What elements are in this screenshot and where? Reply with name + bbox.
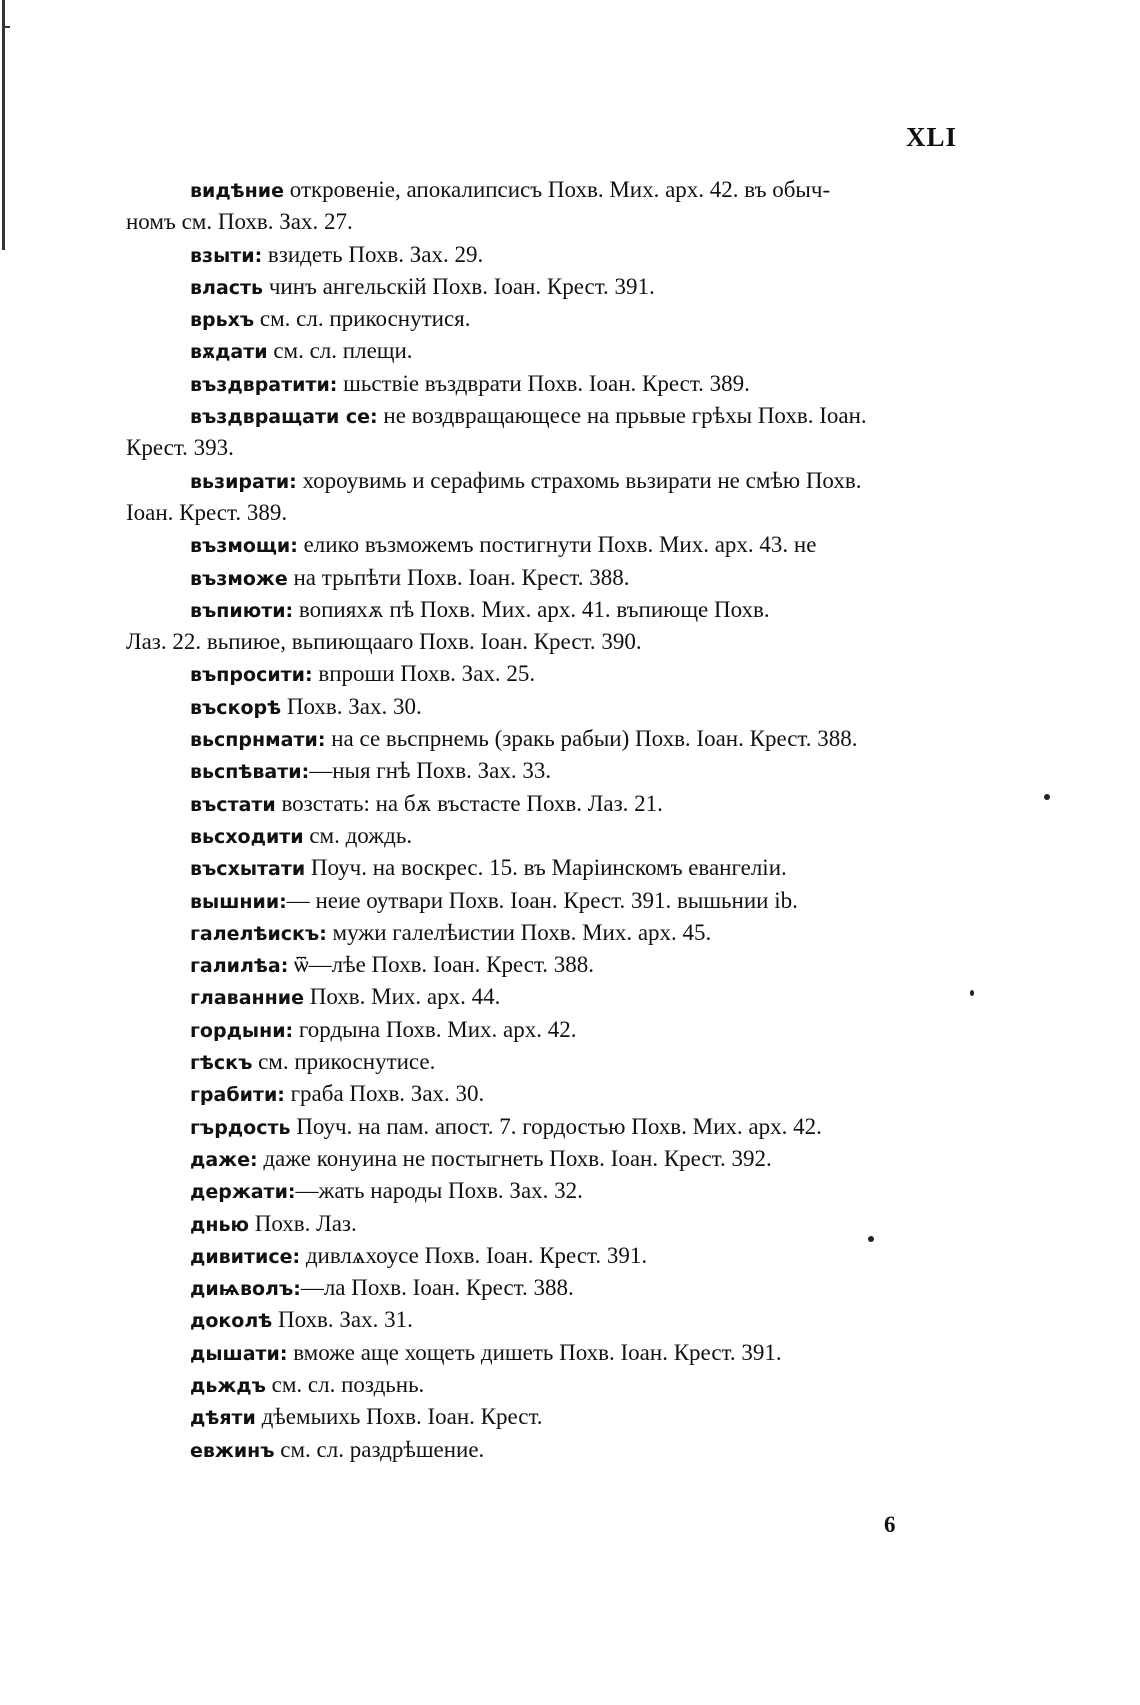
- entry-headword: гѣскъ: [190, 1052, 253, 1075]
- entry-line: [126, 206, 962, 238]
- entry-line: [126, 1337, 962, 1369]
- entry-line: [126, 788, 962, 820]
- entry-text: Похв. Зах. 30.: [281, 693, 422, 719]
- entry-line: [126, 949, 962, 981]
- entry-text: см. сл. плещи.: [267, 338, 413, 364]
- signature-mark: 6: [884, 1512, 896, 1537]
- entry-line: [126, 626, 962, 658]
- entry-headword: власть: [190, 276, 264, 299]
- entry-text: даже конуина не постыгнеть Похв. Іоан. Крест. 392.: [257, 1145, 772, 1171]
- page-edge-rule: [2, 0, 5, 250]
- entry-text: —ныя гнѣ Похв. Зах. 33.: [309, 758, 552, 784]
- entry-text: шьствіе въздврати Похв. Іоан. Крест. 389.: [337, 370, 750, 396]
- entry-text: см. сл. поздьнь.: [265, 1371, 425, 1397]
- entry-line: [126, 1078, 962, 1110]
- entry-text: см. прикоснутисе.: [252, 1049, 436, 1075]
- entry-headword: дьждъ: [190, 1374, 266, 1397]
- entry-headword: видѣние: [190, 180, 284, 202]
- entry-text: гордына Похв. Мих. арх. 42.: [293, 1016, 577, 1042]
- dictionary-entries: [126, 174, 962, 1466]
- entry-text: на се вьспрнемь (зракь рабыи) Похв. Іоан. Крест. 388.: [325, 726, 858, 752]
- entry-line: [126, 1304, 962, 1336]
- entry-line: [126, 239, 962, 271]
- entry-headword: галилѣа:: [190, 955, 289, 978]
- entry-headword: вьспрнмати:: [190, 729, 326, 752]
- entry-text: чинъ ангельскій Похв. Іоан. Крест. 391.: [263, 273, 655, 299]
- entry-text: номъ см. Похв. Зах. 27.: [126, 209, 353, 235]
- entry-text: —ла Похв. Іоан. Крест. 388.: [300, 1275, 574, 1301]
- print-speck: [970, 990, 974, 996]
- entry-text: Поуч. на пам. апост. 7. гордостью Похв. Мих. арх. 42.: [290, 1113, 822, 1139]
- entry-headword: въскорѣ: [190, 696, 282, 719]
- entry-line: [126, 303, 962, 335]
- entry-line: [126, 1046, 962, 1078]
- entry-text: Похв. Мих. арх. 44.: [303, 984, 501, 1010]
- entry-line: [126, 562, 962, 594]
- entry-headword: възмощи:: [190, 535, 298, 558]
- entry-headword: гордыни:: [190, 1019, 294, 1042]
- entry-line: [126, 1175, 962, 1207]
- entry-line: [126, 400, 962, 432]
- entry-headword: грабити:: [190, 1084, 285, 1107]
- entry-line: [126, 1272, 962, 1304]
- entry-text: взидеть Похв. Зах. 29.: [262, 241, 484, 267]
- entry-headword: диѩволъ:: [190, 1278, 301, 1301]
- entry-headword: доколѣ: [190, 1310, 273, 1333]
- entry-headword: вьспѣвати:: [190, 761, 310, 784]
- entry-line: [126, 691, 962, 723]
- entry-text: граба Похв. Зах. 30.: [284, 1081, 485, 1107]
- entry-line: [126, 594, 962, 626]
- entry-line: [126, 917, 962, 949]
- entry-text: дивлѧхоусе Похв. Іоан. Крест. 391.: [300, 1242, 648, 1268]
- entry-headword: възможе: [190, 567, 288, 590]
- entry-line: [126, 335, 962, 367]
- entry-headword: главанние: [190, 987, 304, 1010]
- entry-headword: держати:: [190, 1181, 296, 1204]
- entry-headword: дышати:: [190, 1342, 288, 1365]
- entry-headword: взыти:: [190, 244, 263, 267]
- entry-text: ѿ—лѣе Похв. Іоан. Крест. 388.: [288, 952, 595, 978]
- entry-headword: днью: [190, 1213, 249, 1236]
- entry-headword: даже:: [190, 1148, 258, 1171]
- entry-line: [126, 497, 962, 529]
- entry-text: Лаз. 22. вьпиюе, вьпиющааго Похв. Іоан. Крест. 390.: [126, 629, 642, 655]
- entry-text: елико възможемъ постигнути Похв. Мих. арх. 43. не: [297, 532, 817, 558]
- entry-line: [126, 368, 962, 400]
- entry-text: см. дождь.: [303, 822, 413, 848]
- entry-line: [126, 1014, 962, 1046]
- entry-line: [126, 1240, 962, 1272]
- entry-line: [126, 755, 962, 787]
- page-folio: XLI: [906, 122, 958, 152]
- entry-headword: въсхытати: [190, 858, 306, 881]
- entry-headword: гърдость: [190, 1116, 291, 1139]
- entry-text: хороувимь и серафимь страхомь вьзирати не смѣю Похв.: [296, 467, 862, 493]
- entry-text: на трьпѣти Похв. Іоан. Крест. 388.: [287, 564, 630, 590]
- entry-line: [126, 1401, 962, 1433]
- entry-line: [126, 723, 962, 755]
- entry-headword: въстати: [190, 793, 276, 816]
- entry-headword: вышнии:: [190, 890, 287, 913]
- entry-line: [126, 271, 962, 303]
- entry-text: не воздвращающесе на прьвые грѣхы Похв. Іоан.: [377, 403, 867, 429]
- entry-text: Крест. 393.: [126, 435, 234, 461]
- entry-line: [126, 1208, 962, 1240]
- entry-text: Похв. Лаз.: [248, 1210, 357, 1236]
- entry-text: дѣемыихь Похв. Іоан. Крест.: [255, 1404, 543, 1430]
- entry-line: [126, 174, 962, 206]
- entry-headword: вьзирати:: [190, 470, 297, 493]
- entry-headword: въпиюти:: [190, 599, 294, 622]
- entry-line: [126, 465, 962, 497]
- entry-line: [126, 852, 962, 884]
- entry-headword: врьхъ: [190, 309, 255, 332]
- entry-headword: въздвратити:: [190, 373, 338, 396]
- entry-headword: въздвращати се:: [190, 406, 378, 429]
- entry-line: [126, 820, 962, 852]
- entry-text: — неие оутвари Похв. Іоан. Крест. 391. вышьнии ib.: [286, 887, 798, 913]
- print-speck: [1044, 794, 1050, 800]
- entry-headword: въпросити:: [190, 664, 313, 687]
- entry-text: откровеніе, апокалипсисъ Похв. Мих. арх. 42. въ обыч-: [284, 177, 831, 202]
- page-edge-tick: [2, 26, 10, 28]
- entry-headword: дѣяти: [190, 1407, 256, 1430]
- entry-text: Поуч. на воскрес. 15. въ Маріинскомъ евангеліи.: [305, 855, 787, 881]
- print-speck: [868, 1236, 874, 1242]
- entry-headword: евжинъ: [190, 1439, 275, 1462]
- entry-text: Іоан. Крест. 389.: [126, 499, 288, 525]
- entry-headword: галелѣискъ:: [190, 922, 327, 945]
- entry-text: вможе аще хощеть дишеть Похв. Іоан. Крест. 391.: [287, 1339, 782, 1365]
- entry-text: мужи галелѣистии Похв. Мих. арх. 45.: [326, 919, 712, 945]
- entry-line: [126, 432, 962, 464]
- entry-line: [126, 529, 962, 561]
- entry-line: [126, 885, 962, 917]
- entry-text: возстать: на бѫ въстасте Похв. Лаз. 21.: [275, 790, 663, 816]
- entry-line: [126, 1143, 962, 1175]
- entry-text: —жать народы Похв. Зах. 32.: [295, 1178, 583, 1204]
- entry-text: Похв. Зах. 31.: [272, 1307, 413, 1333]
- entry-headword: вьсходити: [190, 825, 304, 848]
- entry-line: [126, 658, 962, 690]
- entry-line: [126, 1434, 962, 1466]
- entry-line: [126, 1111, 962, 1143]
- entry-line: [126, 981, 962, 1013]
- entry-text: вопияхѫ пѣ Похв. Мих. арх. 41. въпиюще Похв.: [293, 596, 770, 622]
- entry-headword: вѫдати: [190, 341, 268, 364]
- entry-text: см. сл. раздрѣшение.: [274, 1436, 485, 1462]
- entry-text: см. сл. прикоснутися.: [254, 306, 471, 332]
- entry-text: впроши Похв. Зах. 25.: [312, 661, 536, 687]
- entry-headword: дивитисе:: [190, 1245, 301, 1268]
- entry-line: [126, 1369, 962, 1401]
